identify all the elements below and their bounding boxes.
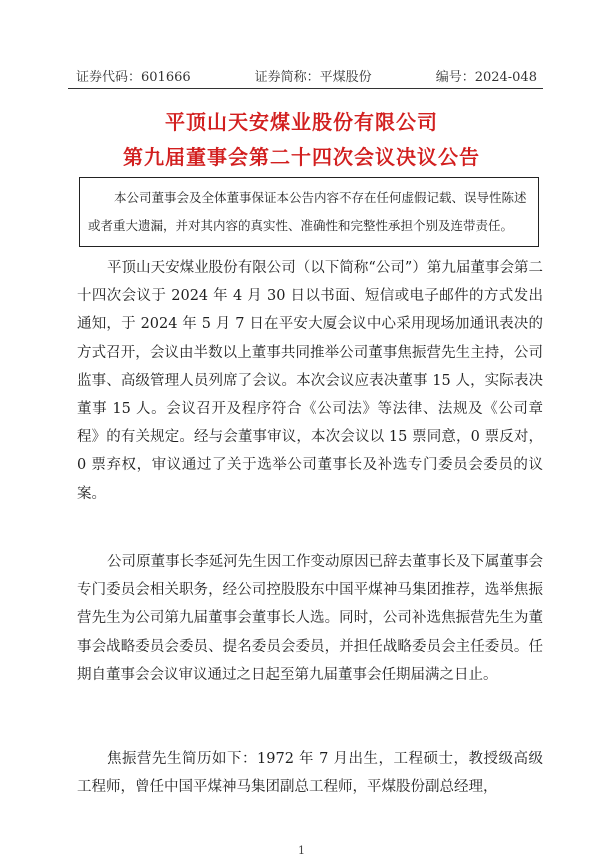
stock-short-name: 证券简称：平煤股份 bbox=[254, 70, 372, 85]
paragraph-resume bbox=[77, 745, 543, 801]
disclaimer-text: 本公司董事会及全体董事保证本公告内容不存在任何虚假记载、误导性陈述或者重大遗漏，并对其内容的真实性、准确性和完整性承担个别及连带责任。 bbox=[88, 190, 527, 233]
paragraph-text: 公司原董事长李延河先生因工作变动原因已辞去董事长及下属董事会专门委员会相关职务，经公司控股股东中国平煤神马集团推荐，选举焦振营先生为公司第九届董事会董事长人选。同时，公司补选焦振营先生为董事会战略委员会委员、提名委员会委员，并担任战略委员会主任委员。任期自董事会会议审议通过之日起至第九届董事会任期届满之日止。 bbox=[77, 554, 543, 683]
paragraph-meeting bbox=[77, 254, 543, 508]
paragraph-election bbox=[77, 548, 543, 689]
disclaimer-box bbox=[79, 177, 539, 247]
header-divider bbox=[68, 88, 543, 89]
announcement-number: 编号：2024-048 bbox=[435, 70, 537, 85]
announcement-title: 第九届董事会第二十四次会议决议公告 bbox=[123, 145, 480, 169]
company-title: 平顶山天安煤业股份有限公司 bbox=[165, 110, 438, 134]
document-header bbox=[76, 66, 537, 86]
paragraph-text: 平顶山天安煤业股份有限公司（以下简称“公司”）第九届董事会第二十四次会议于 2024 年 4 月 30 日以书面、短信或电子邮件的方式发出通知，于 2024 年 5 月 7 日在平安大厦会议中心采用现场加通讯表决的方式召开，会议由半数以上董事共同推举公司董事焦振营先生主持，公司监事、高级管理人员列席了会议。本次会议应表决董事 15 人，实际表决董事 15 人。会议召开及程序符合《公司法》等法律、法规及《公司章程》的有关规定。经与会董事审议，本次会议以 15 票同意，0 票反对，0 票弃权，审议通过了关于选举公司董事长及补选专门委员会委员的议案。 bbox=[77, 260, 543, 502]
paragraph-text: 焦振营先生简历如下：1972 年 7 月出生，工程硕士，教授级高级工程师，曾任中国平煤神马集团副总工程师，平煤股份副总经理， bbox=[77, 751, 543, 796]
page-number: 1 bbox=[298, 844, 305, 857]
stock-code: 证券代码：601666 bbox=[76, 70, 191, 85]
